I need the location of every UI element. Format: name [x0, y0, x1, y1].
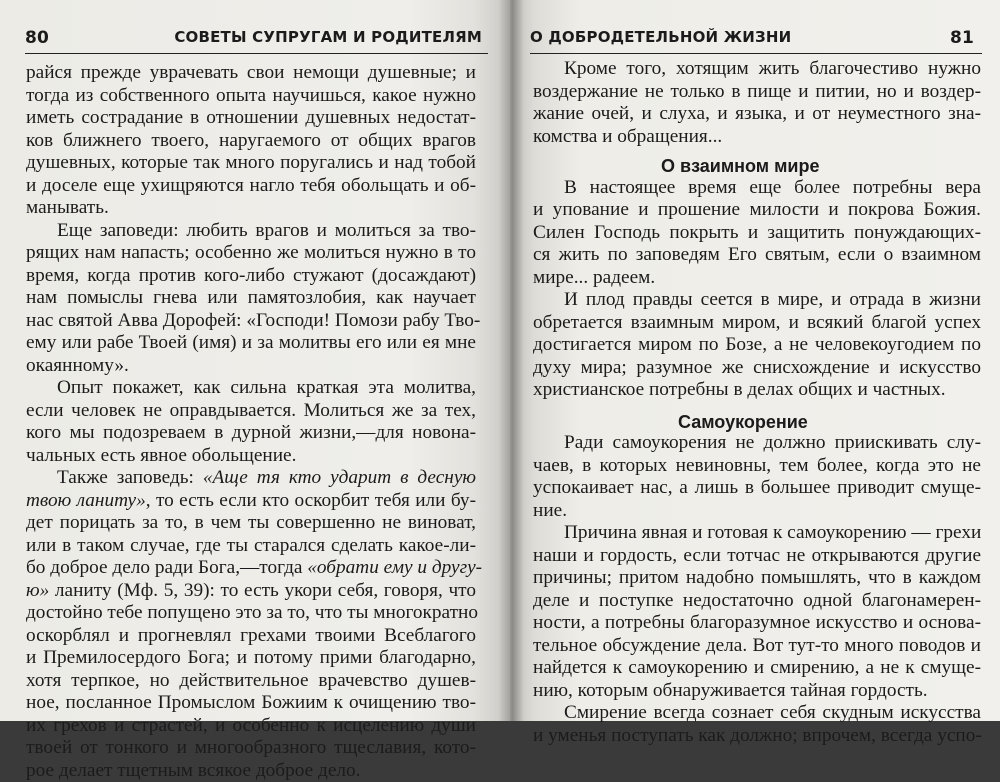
text-fragment: , то есть если кто оскорбит тебя или бу- [146, 490, 476, 511]
text-line: чаев, в которых невиновны, тем более, когда это не [533, 455, 981, 478]
running-title-right: О ДОБРОДЕТЕЛЬНОЙ ЖИЗНИ [530, 28, 791, 46]
text-line: достигается миром по Бозе, а не человекоугодием по [533, 334, 981, 357]
right-page-header [530, 28, 974, 52]
running-title-left: СОВЕТЫ СУПРУГАМ И РОДИТЕЛЯМ [174, 28, 482, 46]
right-page-text [533, 58, 981, 747]
text-line: Кроме того, хотящим жить благочестиво нужно [533, 58, 981, 81]
text-line: достойно тебе попущено это за то, что ты многократно [26, 602, 476, 625]
text-line: и уменья поступать как должно; впрочем, всегда успо- [533, 725, 981, 748]
quote-fragment: «обрати ему и другу- [307, 557, 482, 578]
text-line: ему или рабе Твоей (имя) и за молитвы его или ея мне [26, 332, 476, 355]
text-line: воздержание не только в пище и питии, но и воздер- [533, 81, 981, 104]
text-line: Еще заповеди: любить врагов и молиться за тво- [26, 220, 476, 243]
quote-fragment: твою ланиту» [26, 490, 146, 511]
text-line: окаянному». [26, 355, 476, 378]
page-number-right: 81 [950, 28, 974, 48]
text-line: комства и обращения... [533, 126, 981, 149]
text-line [26, 490, 476, 513]
text-line: рящих нам напасть; особенно же молиться нужно в то [26, 242, 476, 265]
text-line: иметь сострадание в отношении душевных недостат- [26, 107, 476, 130]
header-rule-right [530, 53, 982, 54]
text-line: райся прежде уврачевать свои немощи душевные; и [26, 62, 476, 85]
page-number-left: 80 [25, 28, 49, 48]
text-line: дет порицать за то, в чем ты совершенно не виноват, [26, 512, 476, 535]
text-line: Причина явная и готовая к самоукорению — грехи [533, 522, 981, 545]
quote-fragment: ю» [26, 580, 49, 601]
text-line: Силен Господь покрыть и защитить понуждающих- [533, 222, 981, 245]
header-rule-left [25, 53, 488, 54]
left-page [0, 0, 510, 721]
text-line [26, 467, 476, 490]
text-line: наши и гордость, если тотчас не открываются другие [533, 545, 981, 568]
text-line: и доселе еще ухищряются нагло тебя обольщать и об- [26, 175, 476, 198]
text-line: тельное обсуждение дела. Вот тут-то много поводов и [533, 635, 981, 658]
text-line: христианское потребны в делах общих и частных. [533, 379, 981, 402]
text-line: Опыт покажет, как сильна краткая эта молитва, [26, 377, 476, 400]
text-line: деле и поступке недостаточно одной благонамерен- [533, 590, 981, 613]
left-page-header [25, 28, 482, 52]
text-line: И плод правды сеется в мире, и отрада в жизни [533, 289, 981, 312]
spacer [533, 402, 981, 408]
text-line: душевных, которые так много поругались и над тобой [26, 152, 476, 175]
text-line: чальных есть явное обольщение. [26, 445, 476, 468]
text-line [26, 580, 476, 603]
text-line: время, когда против кого-либо стужают (досаждают) [26, 265, 476, 288]
text-line: мире... радеем. [533, 267, 981, 290]
text-line: духу мира; разумное же снисхождение и искусство [533, 357, 981, 380]
section-heading-mutual-peace: О взаимном мире [533, 154, 981, 177]
text-line: обретается взаимным миром, и всякий благой успех [533, 312, 981, 335]
text-line: ся жить по заповедям Его святым, если о взаимном [533, 244, 981, 267]
text-line: успокаивает нас, а лишь в большее приводит смуще- [533, 477, 981, 500]
text-line: оскорблял и прогневлял грехами твоими Всеблагого [26, 625, 476, 648]
text-fragment: ланиту (Мф. 5, 39): то есть укори себя, говоря, что [49, 580, 476, 601]
text-line: Смирение всегда сознает себя скудным искусства [533, 702, 981, 725]
text-line: Ради самоукорения не должно приискивать слу- [533, 432, 981, 455]
text-line: В настоящее время еще более потребны вера [533, 177, 981, 200]
text-line: жание очей, и слуха, и языка, и от неуместного зна- [533, 103, 981, 126]
text-fragment: бо доброе дело ради Бога,—тогда [26, 557, 307, 578]
text-line: манывать. [26, 197, 476, 220]
text-line: и упование и прошение милости и покрова Божия. [533, 199, 981, 222]
text-line: причины; притом надобно помышлять, что в каждом [533, 567, 981, 590]
text-line: или в таком случае, где ты старался сделать какое-ли- [26, 535, 476, 558]
text-line: нас святой Авва Дорофей: «Господи! Помози рабу Тво- [26, 310, 476, 333]
section-heading-self-reproach: Самоукорение [533, 410, 981, 433]
text-line: рое делает тщетным всякое доброе дело. [26, 760, 476, 782]
text-line: ное, посланное Промыслом Божиим к очищению тво- [26, 692, 476, 715]
text-line: тогда из собственного опыта научишься, какое нужно [26, 85, 476, 108]
text-fragment: Также заповедь: [57, 467, 203, 488]
text-line: хотя терпкое, но действительное врачевство душев- [26, 670, 476, 693]
text-line: нию, которым обнаруживается тайная гордость. [533, 680, 981, 703]
quote-fragment: «Аще тя кто ударит в десную [203, 467, 476, 488]
text-line [26, 557, 476, 580]
left-page-text [26, 62, 476, 782]
text-line: и Премилосердого Бога; и потому прими благодарно, [26, 647, 476, 670]
text-line: найдется к самоукорению и смирению, а не к смуще- [533, 657, 981, 680]
text-line: их грехов и страстей, и особенно к исцелению души [26, 715, 476, 738]
text-line: кого мы подозреваем в дурной жизни,—для новона- [26, 422, 476, 445]
text-line: ние. [533, 500, 981, 523]
right-page [510, 0, 1000, 721]
text-line: ков ближнего твоего, наругаемого от общих врагов [26, 130, 476, 153]
text-line: нам помыслы гнева или памятозлобия, как научает [26, 287, 476, 310]
text-line: если человек не оправдывается. Молиться же за тех, [26, 400, 476, 423]
text-line: твоей от тонкого и многообразного тщеславия, кото- [26, 737, 476, 760]
text-line: ности, а потребны благоразумное искусство и основа- [533, 612, 981, 635]
